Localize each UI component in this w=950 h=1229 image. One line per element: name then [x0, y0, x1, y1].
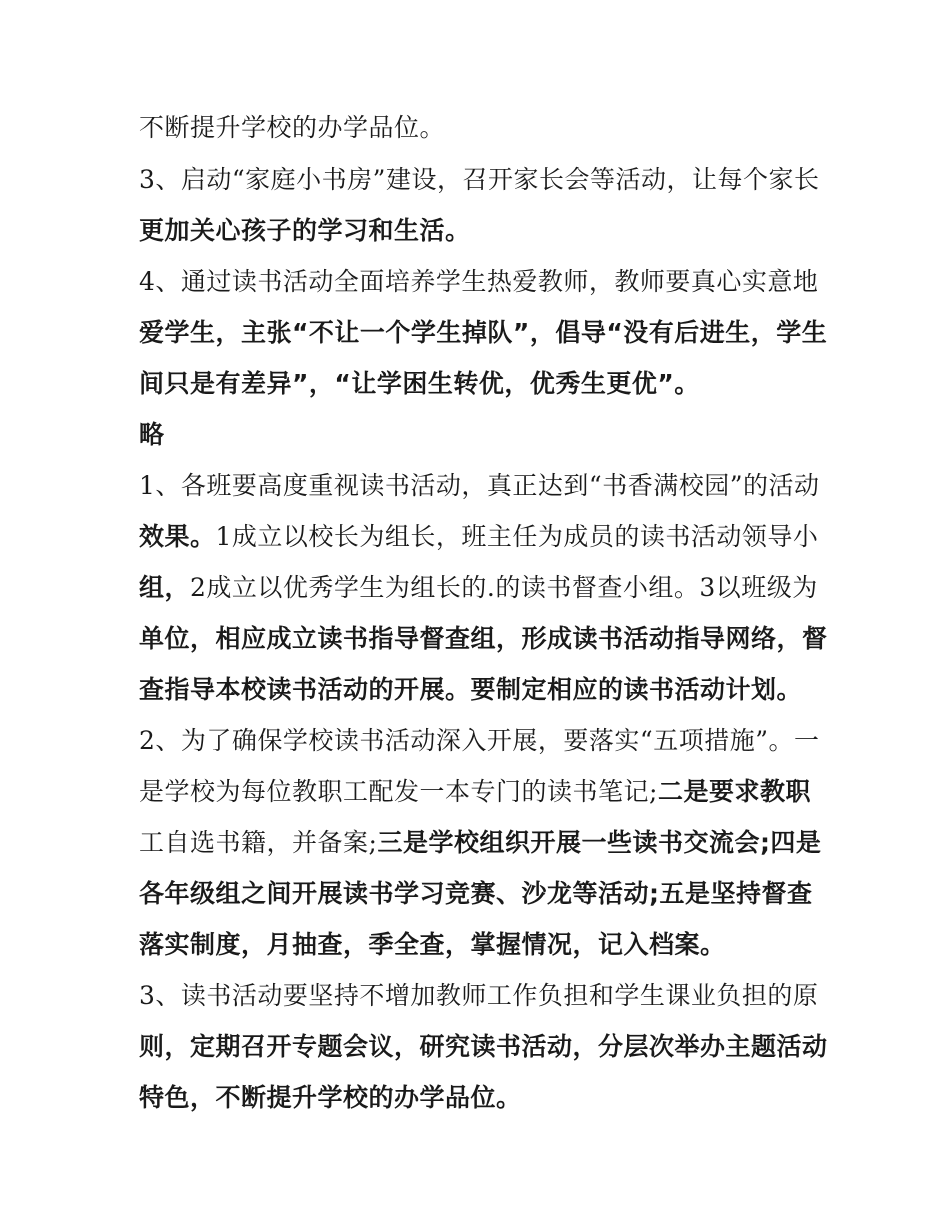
- text-segment: 不断提升学校的办学品位。: [139, 113, 446, 142]
- text-segment: 3、读书活动要坚持不增加教师工作负担和学生课业负担的原: [139, 981, 819, 1010]
- text-line-11: [139, 619, 828, 659]
- text-line-8: [139, 466, 819, 506]
- text-line-10: [139, 568, 818, 608]
- text-line-7: [139, 415, 165, 455]
- text-line-14: [139, 772, 811, 812]
- text-segment: 单位，相应成立读书指导督查组，形成读书活动指导网络，督: [139, 624, 828, 653]
- text-line-6: [139, 364, 700, 404]
- text-segment: 工自选书籍，并备案;: [139, 828, 378, 857]
- text-segment: 1、各班要高度重视读书活动，真正达到“书香满校园”的活动: [139, 471, 820, 500]
- text-segment: 三是学校组织开展一些读书交流会;四是: [377, 828, 822, 857]
- text-line-4: [139, 262, 818, 302]
- text-line-2: [139, 160, 819, 200]
- text-segment: 2、为了确保学校读书活动深入开展，要落实“五项措施”。一: [139, 726, 820, 755]
- text-line-12: [139, 670, 802, 710]
- text-line-13: [139, 721, 819, 761]
- text-line-15: [139, 823, 821, 863]
- text-segment: 爱学生，主张“不让一个学生掉队”，倡导“没有后进生，学生: [139, 318, 828, 347]
- text-segment: 特色，不断提升学校的办学品位。: [139, 1083, 522, 1112]
- text-line-19: [139, 1027, 828, 1067]
- text-segment: 是学校为每位教职工配发一本专门的读书笔记;: [139, 777, 658, 806]
- text-line-18: [139, 976, 818, 1016]
- text-segment: 略: [139, 420, 165, 449]
- text-line-20: [139, 1078, 522, 1118]
- text-line-9: [139, 517, 818, 557]
- text-line-16: [139, 874, 813, 914]
- text-segment: 落实制度，月抽查，季全查，掌握情况，记入档案。: [139, 930, 726, 959]
- text-segment: 3、启动“家庭小书房”建设，召开家长会等活动，让每个家长: [139, 165, 820, 194]
- text-segment: 则，定期召开专题会议，研究读书活动，分层次举办主题活动: [139, 1032, 828, 1061]
- text-segment: 间只是有差异”，“让学困生转优，优秀生更优”。: [139, 369, 700, 398]
- text-segment: 更加关心孩子的学习和生活。: [139, 216, 471, 245]
- text-line-5: [139, 313, 827, 353]
- text-segment: 各年级组之间开展读书学习竞赛、沙龙等活动;五是坚持督查: [139, 879, 813, 908]
- text-segment: 查指导本校读书活动的开展。要制定相应的读书活动计划。: [139, 675, 803, 704]
- text-line-1: [139, 108, 445, 148]
- text-segment: 2成立以优秀学生为组长的.的读书督查小组。3以班级为: [190, 573, 818, 602]
- text-segment: 1成立以校长为组长，班主任为成员的读书活动领导小: [215, 522, 819, 551]
- text-line-17: [139, 925, 726, 965]
- text-segment: 效果。: [139, 522, 216, 551]
- text-segment: 4、通过读书活动全面培养学生热爱教师，教师要真心实意地: [139, 267, 819, 296]
- text-segment: 二是要求教职: [657, 777, 811, 806]
- text-line-3: [139, 211, 471, 251]
- text-segment: 组，: [139, 573, 191, 602]
